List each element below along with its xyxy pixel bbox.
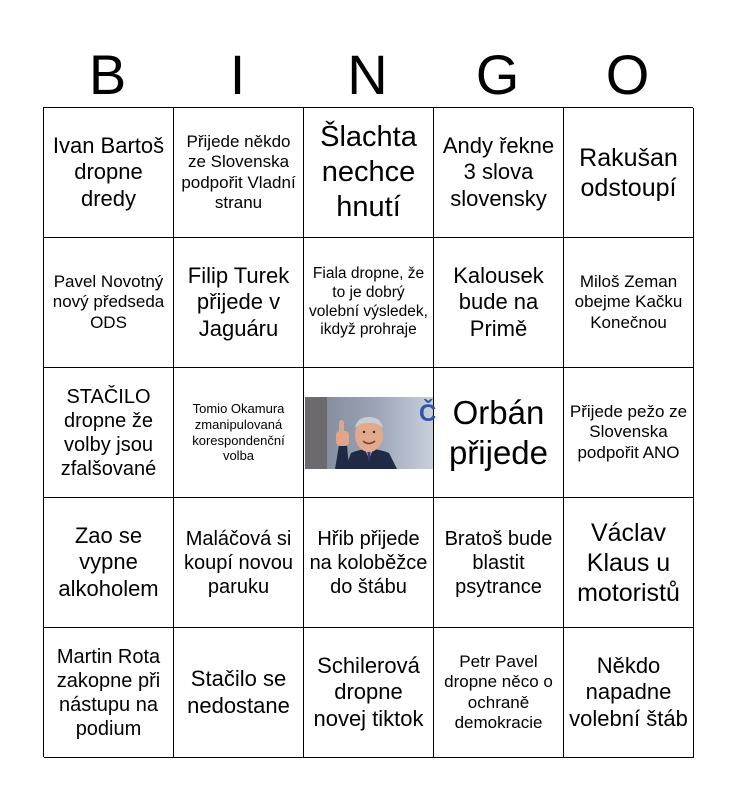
bingo-cell[interactable]: Petr Pavel dropne něco o ochraně demokracie [434,628,564,758]
bingo-cell[interactable]: Martin Rota zakopne při nástupu na podium [44,628,174,758]
bingo-card [43,107,693,757]
bingo-cell[interactable]: Pavel Novotný nový předseda ODS [44,238,174,368]
bingo-cell[interactable]: STAČILO dropne že volby jsou zfalšované [44,368,174,498]
bingo-cell[interactable]: Miloš Zeman obejme Kačku Konečnou [564,238,694,368]
bingo-cell[interactable]: Filip Turek přijede v Jaguáru [174,238,304,368]
bingo-cell[interactable]: Rakušan odstoupí [564,108,694,238]
bingo-cell[interactable]: Přijede někdo ze Slovenska podpořit Vladní stranu [174,108,304,238]
bingo-cell[interactable]: Šlachta nechce hnutí [304,108,434,238]
header-letter-i: I [229,43,247,106]
header-letter-n: N [347,43,389,106]
bingo-cell[interactable]: Schilerová dropne novej tiktok [304,628,434,758]
bingo-cell[interactable]: Orbán přijede [434,368,564,498]
bingo-cell[interactable]: Stačilo se nedostane [174,628,304,758]
free-space-photo-cell[interactable] [304,368,434,498]
bingo-cell[interactable]: Přijede pežo ze Slovenska podpořit ANO [564,368,694,498]
bingo-cell[interactable]: Kalousek bude na Primě [434,238,564,368]
bingo-header [43,42,693,108]
svg-text:Č: Č [418,399,436,427]
bingo-cell[interactable]: Ivan Bartoš dropne dredy [44,108,174,238]
header-letter-b: B [88,43,128,106]
header-letter-o: O [605,43,651,106]
bingo-cell[interactable]: Hřib přijede na koloběžce do štábu [304,498,434,628]
bingo-cell[interactable]: Maláčová si koupí novou paruku [174,498,304,628]
bingo-cell[interactable]: Zao se vypne alkoholem [44,498,174,628]
thumbs-up-photo [305,397,436,469]
bingo-cell[interactable]: Fiala dropne, že to je dobrý volební výsledek, ikdyž prohraje [304,238,434,368]
bingo-cell[interactable]: Někdo napadne volební štáb [564,628,694,758]
bingo-cell[interactable]: Václav Klaus u motoristů [564,498,694,628]
bingo-cell[interactable]: Tomio Okamura zmanipulovaná korespondenční volba [174,368,304,498]
bingo-cell[interactable]: Bratoš bude blastit psytrance [434,498,564,628]
bingo-cell[interactable]: Andy řekne 3 slova slovensky [434,108,564,238]
header-letter-g: G [475,43,521,106]
